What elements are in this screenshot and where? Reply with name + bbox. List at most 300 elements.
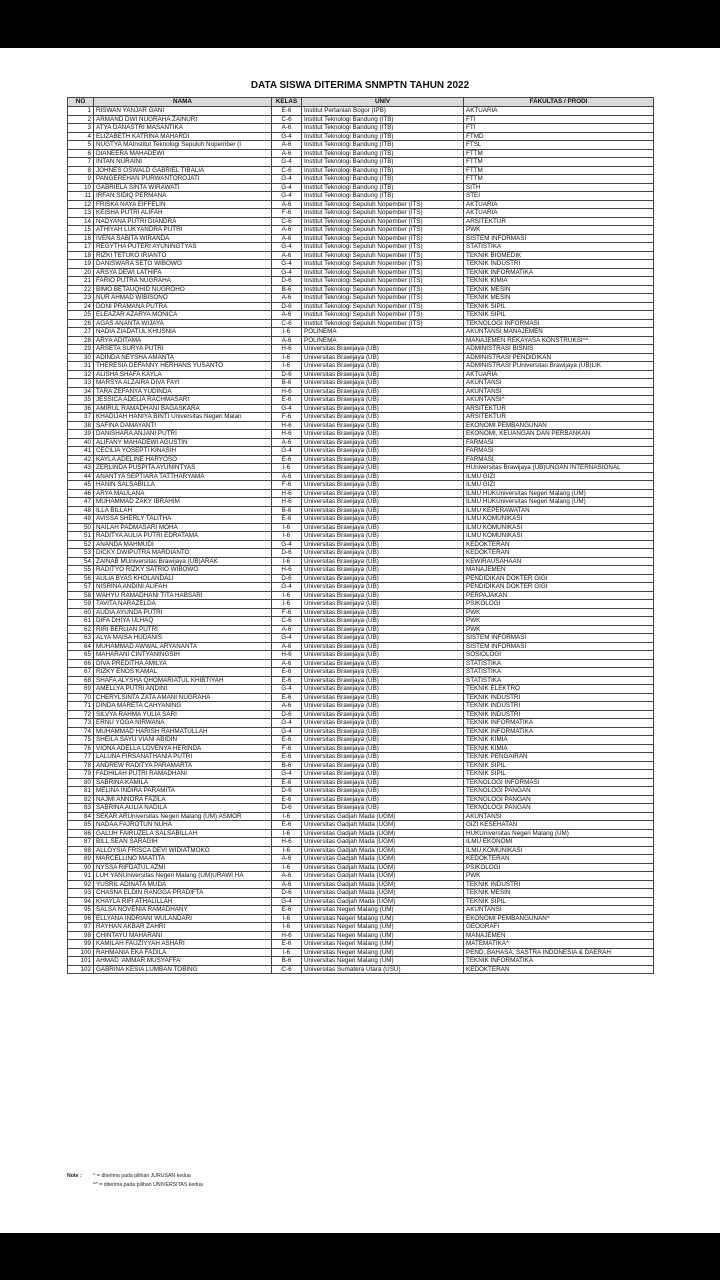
cell-univ: Universitas Brawijaya (UB): [302, 353, 464, 362]
cell-prodi: SISTEM INFORMASI: [464, 634, 654, 643]
cell-kelas: D-6: [272, 549, 302, 558]
cell-nama: ILLA BILLAH: [94, 506, 272, 515]
cell-no: 68: [68, 676, 94, 685]
table-row: [68, 260, 654, 269]
cell-univ: Universitas Brawijaya (UB): [302, 413, 464, 422]
cell-kelas: A-6: [272, 200, 302, 209]
table-row: [68, 821, 654, 830]
cell-kelas: I-6: [272, 464, 302, 473]
cell-univ: Universitas Brawijaya (UB): [302, 702, 464, 711]
cell-no: 94: [68, 897, 94, 906]
table-row: [68, 957, 654, 966]
cell-no: 50: [68, 523, 94, 532]
cell-univ: Universitas Gadjah Mada (UGM): [302, 821, 464, 830]
cell-no: 23: [68, 294, 94, 303]
cell-univ: Universitas Negeri Malang (UM): [302, 957, 464, 966]
cell-prodi: EKONOMI, KEUANGAN DAN PERBANKAN: [464, 430, 654, 439]
cell-kelas: E-6: [272, 940, 302, 949]
table-row: [68, 217, 654, 226]
table-row: [68, 634, 654, 643]
cell-kelas: E-6: [272, 107, 302, 116]
cell-nama: DIANEERA MAHADEWI: [94, 149, 272, 158]
cell-no: 21: [68, 277, 94, 286]
table-row: [68, 931, 654, 940]
document-title: DATA SISWA DITERIMA SNMPTN TAHUN 2022: [250, 80, 470, 91]
cell-prodi: ILMU KOMUNIKASI: [464, 515, 654, 524]
cell-prodi: SOSIOLOGI: [464, 651, 654, 660]
cell-no: 15: [68, 226, 94, 235]
table-row: [68, 889, 654, 898]
cell-prodi: TEKNOLOGI INFORMASI: [464, 778, 654, 787]
table-row: [68, 353, 654, 362]
cell-nama: NAJMI ANNORA FAZILA: [94, 795, 272, 804]
cell-univ: Universitas Gadjah Mada (UGM): [302, 829, 464, 838]
cell-kelas: I-6: [272, 846, 302, 855]
cell-kelas: C-6: [272, 166, 302, 175]
cell-nama: NUR AHMAD WIBISONO: [94, 294, 272, 303]
student-table: [67, 97, 654, 974]
cell-prodi: STEI: [464, 192, 654, 201]
cell-univ: Universitas Brawijaya (UB): [302, 583, 464, 592]
cell-no: 8: [68, 166, 94, 175]
cell-univ: Universitas Brawijaya (UB): [302, 693, 464, 702]
cell-nama: FARIO PUTRA NUGRAHA: [94, 277, 272, 286]
cell-no: 27: [68, 328, 94, 337]
table-row: [68, 379, 654, 388]
cell-no: 85: [68, 821, 94, 830]
cell-prodi: TEKNIK PENGAIRAN: [464, 753, 654, 762]
cell-prodi: HUKUniversitas Negeri Malang (UM): [464, 829, 654, 838]
cell-kelas: E-6: [272, 668, 302, 677]
cell-kelas: I-6: [272, 863, 302, 872]
cell-prodi: KEDOKTERAN: [464, 540, 654, 549]
table-row: [68, 761, 654, 770]
table-row: [68, 863, 654, 872]
cell-kelas: E-6: [272, 693, 302, 702]
cell-kelas: H-6: [272, 838, 302, 847]
cell-nama: ZERLINDA PUSPITA AYUNINTYAS: [94, 464, 272, 473]
cell-kelas: A-6: [272, 124, 302, 133]
cell-kelas: I-6: [272, 328, 302, 337]
cell-nama: SEKAR ARUniversitas Negeri Malang (UM) ASMOR: [94, 812, 272, 821]
cell-kelas: I-6: [272, 362, 302, 371]
cell-nama: AUDIA AYUNDA PUTRI: [94, 608, 272, 617]
cell-prodi: TEKNIK INFORMATIKA: [464, 727, 654, 736]
table-row: [68, 438, 654, 447]
cell-univ: Universitas Brawijaya (UB): [302, 515, 464, 524]
cell-no: 17: [68, 243, 94, 252]
cell-nama: NYSSA RIFDATUL AZMI: [94, 863, 272, 872]
cell-kelas: I-6: [272, 532, 302, 541]
cell-nama: AMELLYA PUTRI ANDINI: [94, 685, 272, 694]
cell-univ: Universitas Brawijaya (UB): [302, 549, 464, 558]
cell-no: 5: [68, 141, 94, 150]
cell-univ: Universitas Brawijaya (UB): [302, 642, 464, 651]
cell-prodi: KEDOKTERAN: [464, 549, 654, 558]
cell-nama: ELLYANA INDRIANI WULANDARI: [94, 914, 272, 923]
cell-univ: Institut Teknologi Sepuluh Nopember (ITS): [302, 302, 464, 311]
cell-no: 42: [68, 455, 94, 464]
cell-univ: Universitas Brawijaya (UB): [302, 761, 464, 770]
cell-no: 12: [68, 200, 94, 209]
cell-kelas: E-6: [272, 455, 302, 464]
cell-kelas: A-6: [272, 659, 302, 668]
cell-univ: Universitas Brawijaya (UB): [302, 778, 464, 787]
cell-nama: ARSYA DEWI LATHIFA: [94, 268, 272, 277]
table-row: [68, 549, 654, 558]
cell-kelas: G-4: [272, 583, 302, 592]
cell-prodi: ILMU HUKUniversitas Negeri Malang (UM): [464, 498, 654, 507]
cell-prodi: TEKNIK MESIN: [464, 294, 654, 303]
cell-prodi: PENDIDIKAN DOKTER GIGI: [464, 574, 654, 583]
cell-prodi: ILMU EKONOMI: [464, 838, 654, 847]
cell-prodi: TEKNIK INDUSTRI: [464, 710, 654, 719]
cell-prodi: KEDOKTERAN: [464, 855, 654, 864]
note-line-2: ^^ = diterima pada pilihan UNIVERSITAS kedua: [93, 1182, 203, 1188]
cell-univ: Universitas Brawijaya (UB): [302, 438, 464, 447]
cell-nama: IVENA SABITA WIRANDA: [94, 234, 272, 243]
table-row: [68, 209, 654, 218]
cell-kelas: E-6: [272, 736, 302, 745]
cell-prodi: FTI: [464, 115, 654, 124]
cell-prodi: TEKNOLOGI PANGAN: [464, 795, 654, 804]
table-row: [68, 702, 654, 711]
cell-prodi: AKUNTANSI: [464, 379, 654, 388]
table-row: [68, 829, 654, 838]
table-row: [68, 226, 654, 235]
table-row: [68, 923, 654, 932]
cell-nama: YUSRIL ADINATA MUDA: [94, 880, 272, 889]
cell-no: 36: [68, 404, 94, 413]
cell-nama: CHINTAYU MAHARANI: [94, 931, 272, 940]
table-row: [68, 965, 654, 974]
cell-no: 41: [68, 447, 94, 456]
cell-no: 6: [68, 149, 94, 158]
cell-univ: Universitas Brawijaya (UB): [302, 753, 464, 762]
table-row: [68, 472, 654, 481]
cell-univ: Universitas Brawijaya (UB): [302, 523, 464, 532]
cell-no: 74: [68, 727, 94, 736]
table-row: [68, 778, 654, 787]
cell-nama: ATYA DANASTRI MASANTIKA: [94, 124, 272, 133]
table-row: [68, 285, 654, 294]
cell-univ: Universitas Brawijaya (UB): [302, 736, 464, 745]
cell-no: 76: [68, 744, 94, 753]
cell-nama: CHASNA ELDIN RANGGA PRADIFTA: [94, 889, 272, 898]
table-row: [68, 608, 654, 617]
cell-univ: Universitas Brawijaya (UB): [302, 719, 464, 728]
cell-nama: KHAYLA RIFI ATHALILLAH: [94, 897, 272, 906]
cell-univ: Universitas Gadjah Mada (UGM): [302, 855, 464, 864]
cell-no: 70: [68, 693, 94, 702]
cell-kelas: H-6: [272, 489, 302, 498]
cell-kelas: H-6: [272, 430, 302, 439]
table-row: [68, 481, 654, 490]
cell-prodi: MATEMATIKA^: [464, 940, 654, 949]
cell-kelas: H-6: [272, 498, 302, 507]
cell-nama: REGYTHA PUTERI AYUNINGTYAS: [94, 243, 272, 252]
cell-prodi: TEKNIK SIPIL: [464, 311, 654, 320]
cell-prodi: TEKNIK INDUSTRI: [464, 880, 654, 889]
cell-nama: ALIFANY MAHADEWI AGUSTIN: [94, 438, 272, 447]
cell-nama: SHEILA SAYU VIANI ABIDIN: [94, 736, 272, 745]
table-row: [68, 302, 654, 311]
cell-kelas: G-4: [272, 260, 302, 269]
cell-nama: KHADIJAH HANIYA BINTI Universitas Negeri Malan: [94, 413, 272, 422]
cell-nama: AULIA BYAS KHOLANDALI: [94, 574, 272, 583]
cell-prodi: AKUNTANSI MANAJEMEN: [464, 328, 654, 337]
header-no: NO: [68, 98, 94, 107]
cell-no: 44: [68, 472, 94, 481]
cell-prodi: TEKNIK KIMIA: [464, 744, 654, 753]
cell-univ: Universitas Negeri Malang (UM): [302, 940, 464, 949]
cell-prodi: STATISTIKA: [464, 676, 654, 685]
table-row: [68, 115, 654, 124]
cell-nama: SILVYA RAHMA YULIA SARI: [94, 710, 272, 719]
cell-univ: Institut Teknologi Sepuluh Nopember (ITS): [302, 311, 464, 320]
cell-nama: NADIA ZIADATUL KHUSNIA: [94, 328, 272, 337]
cell-kelas: I-6: [272, 353, 302, 362]
cell-univ: Universitas Brawijaya (UB): [302, 557, 464, 566]
cell-no: 82: [68, 795, 94, 804]
cell-kelas: G-4: [272, 268, 302, 277]
cell-prodi: AKTUARIA: [464, 200, 654, 209]
cell-univ: Universitas Brawijaya (UB): [302, 421, 464, 430]
cell-univ: Universitas Gadjah Mada (UGM): [302, 863, 464, 872]
cell-prodi: ARSITEKTUR: [464, 217, 654, 226]
cell-kelas: E-6: [272, 515, 302, 524]
cell-kelas: D-6: [272, 710, 302, 719]
table-row: [68, 736, 654, 745]
cell-univ: Universitas Gadjah Mada (UGM): [302, 812, 464, 821]
cell-prodi: TEKNIK KIMIA: [464, 277, 654, 286]
cell-nama: ERNU YOGA NIRWANA: [94, 719, 272, 728]
cell-no: 34: [68, 387, 94, 396]
cell-prodi: PWK: [464, 625, 654, 634]
cell-nama: DICKY DWIPUTRA MARDIANTO: [94, 549, 272, 558]
header-univ: UNIV: [302, 98, 464, 107]
cell-univ: Universitas Negeri Malang (UM): [302, 931, 464, 940]
header-kelas: KELAS: [272, 98, 302, 107]
cell-no: 59: [68, 600, 94, 609]
cell-prodi: AKUNTANSI: [464, 812, 654, 821]
cell-kelas: C-6: [272, 115, 302, 124]
cell-univ: Institut Teknologi Sepuluh Nopember (ITS): [302, 268, 464, 277]
table-row: [68, 600, 654, 609]
cell-no: 77: [68, 753, 94, 762]
cell-nama: DINDA MARETA CAHYANING: [94, 702, 272, 711]
cell-nama: NUGTYA MAInstitut Teknologi Sepuluh Nopember (I: [94, 141, 272, 150]
cell-univ: Universitas Brawijaya (UB): [302, 617, 464, 626]
cell-nama: KAYLA ADELINE HARYOSO: [94, 455, 272, 464]
cell-univ: Universitas Brawijaya (UB): [302, 804, 464, 813]
cell-prodi: ILMU HUKUniversitas Negeri Malang (UM): [464, 489, 654, 498]
cell-nama: ALLOYSIA FRISCA DEVI WIDIATMOKO: [94, 846, 272, 855]
cell-nama: SABRINA KAMILA: [94, 778, 272, 787]
cell-kelas: E-6: [272, 753, 302, 762]
cell-kelas: B-6: [272, 379, 302, 388]
table-row: [68, 838, 654, 847]
cell-univ: Institut Teknologi Bandung (ITB): [302, 149, 464, 158]
table-row: [68, 540, 654, 549]
table-row: [68, 787, 654, 796]
cell-kelas: I-6: [272, 557, 302, 566]
cell-no: 19: [68, 260, 94, 269]
cell-prodi: ARSITEKTUR: [464, 404, 654, 413]
table-row: [68, 940, 654, 949]
cell-kelas: B-6: [272, 957, 302, 966]
cell-prodi: FTSL: [464, 141, 654, 150]
cell-univ: Universitas Brawijaya (UB): [302, 566, 464, 575]
cell-nama: HANIN SALSABILLA: [94, 481, 272, 490]
cell-univ: Universitas Brawijaya (UB): [302, 744, 464, 753]
cell-prodi: TEKNIK BIOMEDIK: [464, 251, 654, 260]
cell-univ: Universitas Brawijaya (UB): [302, 481, 464, 490]
cell-kelas: H-6: [272, 931, 302, 940]
cell-nama: AHMAD 'AMMAR MUSYAFFA': [94, 957, 272, 966]
cell-nama: RADITYO RIZKY SATRIO WIBOWO: [94, 566, 272, 575]
cell-prodi: TEKNIK INDUSTRI: [464, 702, 654, 711]
table-row: [68, 583, 654, 592]
cell-prodi: MANAJEMEN: [464, 931, 654, 940]
cell-univ: Universitas Brawijaya (UB): [302, 659, 464, 668]
cell-nama: RAYHAN AKBAR ZAHRI: [94, 923, 272, 932]
cell-no: 64: [68, 642, 94, 651]
table-row: [68, 396, 654, 405]
cell-nama: MUHAMMAD AWWAL ARYANANTA: [94, 642, 272, 651]
cell-nama: NISRINA ANDINI ALIFAH: [94, 583, 272, 592]
cell-univ: Universitas Brawijaya (UB): [302, 387, 464, 396]
cell-univ: Universitas Brawijaya (UB): [302, 362, 464, 371]
cell-kelas: G-4: [272, 447, 302, 456]
cell-kelas: I-6: [272, 812, 302, 821]
cell-no: 60: [68, 608, 94, 617]
table-row: [68, 770, 654, 779]
cell-nama: WAHYU RAMADHANI TITA HABSARI: [94, 591, 272, 600]
cell-prodi: TEKNIK SIPIL: [464, 302, 654, 311]
cell-no: 24: [68, 302, 94, 311]
cell-prodi: PERPAJAKAN: [464, 591, 654, 600]
cell-no: 98: [68, 931, 94, 940]
cell-no: 51: [68, 532, 94, 541]
cell-nama: SAFINA DAMAYANTI: [94, 421, 272, 430]
cell-no: 47: [68, 498, 94, 507]
cell-nama: RAHMANIA EKA FADILA: [94, 948, 272, 957]
cell-univ: Universitas Negeri Malang (UM): [302, 923, 464, 932]
cell-kelas: I-6: [272, 600, 302, 609]
cell-univ: Universitas Brawijaya (UB): [302, 540, 464, 549]
cell-univ: Institut Teknologi Sepuluh Nopember (ITS): [302, 319, 464, 328]
table-row: [68, 430, 654, 439]
table-row: [68, 719, 654, 728]
cell-no: 11: [68, 192, 94, 201]
cell-univ: Universitas Brawijaya (UB): [302, 651, 464, 660]
table-row: [68, 744, 654, 753]
cell-univ: Universitas Gadjah Mada (UGM): [302, 846, 464, 855]
table-row: [68, 676, 654, 685]
cell-univ: Universitas Brawijaya (UB): [302, 430, 464, 439]
cell-nama: ARYA ADITAMA: [94, 336, 272, 345]
cell-nama: MUHAMMAD HARISH RAHMATULLAH: [94, 727, 272, 736]
cell-nama: RIZKI TETUKO IRIANTO: [94, 251, 272, 260]
cell-no: 16: [68, 234, 94, 243]
cell-univ: Institut Teknologi Bandung (ITB): [302, 183, 464, 192]
cell-no: 29: [68, 345, 94, 354]
table-row: [68, 651, 654, 660]
cell-kelas: H-6: [272, 387, 302, 396]
cell-no: 80: [68, 778, 94, 787]
cell-kelas: C-6: [272, 217, 302, 226]
cell-univ: Universitas Brawijaya (UB): [302, 787, 464, 796]
cell-no: 48: [68, 506, 94, 515]
cell-univ: Institut Teknologi Sepuluh Nopember (ITS): [302, 285, 464, 294]
cell-univ: Institut Teknologi Bandung (ITB): [302, 166, 464, 175]
table-row: [68, 914, 654, 923]
cell-no: 33: [68, 379, 94, 388]
cell-kelas: F-6: [272, 209, 302, 218]
cell-kelas: E-6: [272, 795, 302, 804]
cell-no: 13: [68, 209, 94, 218]
cell-nama: AGAS ANANTA WIJAYA: [94, 319, 272, 328]
table-row: [68, 668, 654, 677]
table-row: [68, 107, 654, 116]
cell-no: 102: [68, 965, 94, 974]
cell-no: 72: [68, 710, 94, 719]
cell-prodi: AKUNTANSI: [464, 906, 654, 915]
cell-kelas: H-6: [272, 421, 302, 430]
cell-no: 87: [68, 838, 94, 847]
cell-no: 90: [68, 863, 94, 872]
table-row: [68, 370, 654, 379]
cell-univ: Universitas Brawijaya (UB): [302, 600, 464, 609]
cell-prodi: ADMINISTRASI PUniversitas Brawijaya (UB)LIK: [464, 362, 654, 371]
cell-nama: NADYANA PUTRI DIANDRA: [94, 217, 272, 226]
cell-kelas: A-6: [272, 872, 302, 881]
cell-nama: KAMILAH FAUZIYYAH ASHARI: [94, 940, 272, 949]
cell-prodi: MANAJEMEN REKAYASA KONSTRUKSI^^: [464, 336, 654, 345]
cell-kelas: A-6: [272, 336, 302, 345]
cell-nama: INTAN NURAINI: [94, 158, 272, 167]
cell-kelas: E-6: [272, 821, 302, 830]
cell-nama: ZAINAB MUniversitas Brawijaya (UB)ARAK: [94, 557, 272, 566]
cell-no: 62: [68, 625, 94, 634]
table-row: [68, 532, 654, 541]
cell-univ: Universitas Brawijaya (UB): [302, 770, 464, 779]
cell-prodi: GIZI KESEHATAN: [464, 821, 654, 830]
cell-kelas: D-6: [272, 787, 302, 796]
cell-prodi: PSIKOLOGI: [464, 863, 654, 872]
cell-nama: LALUNA FIRSANATHANIA PUTRI: [94, 753, 272, 762]
cell-kelas: F-6: [272, 608, 302, 617]
table-row: [68, 464, 654, 473]
cell-univ: Institut Teknologi Bandung (ITB): [302, 115, 464, 124]
table-row: [68, 421, 654, 430]
cell-no: 37: [68, 413, 94, 422]
cell-kelas: G-4: [272, 158, 302, 167]
cell-univ: Institut Teknologi Bandung (ITB): [302, 141, 464, 150]
cell-nama: GABRIELA SINTA WIRAWATI: [94, 183, 272, 192]
cell-prodi: FTI: [464, 124, 654, 133]
table-row: [68, 268, 654, 277]
cell-univ: Universitas Gadjah Mada (UGM): [302, 880, 464, 889]
cell-nama: DONI PRAMANA PUTRA: [94, 302, 272, 311]
cell-nama: MARSYA ALZAIRA DIVA FAYI: [94, 379, 272, 388]
cell-no: 22: [68, 285, 94, 294]
cell-univ: Universitas Brawijaya (UB): [302, 634, 464, 643]
cell-univ: Institut Teknologi Bandung (ITB): [302, 132, 464, 141]
cell-kelas: C-6: [272, 965, 302, 974]
cell-kelas: F-6: [272, 413, 302, 422]
